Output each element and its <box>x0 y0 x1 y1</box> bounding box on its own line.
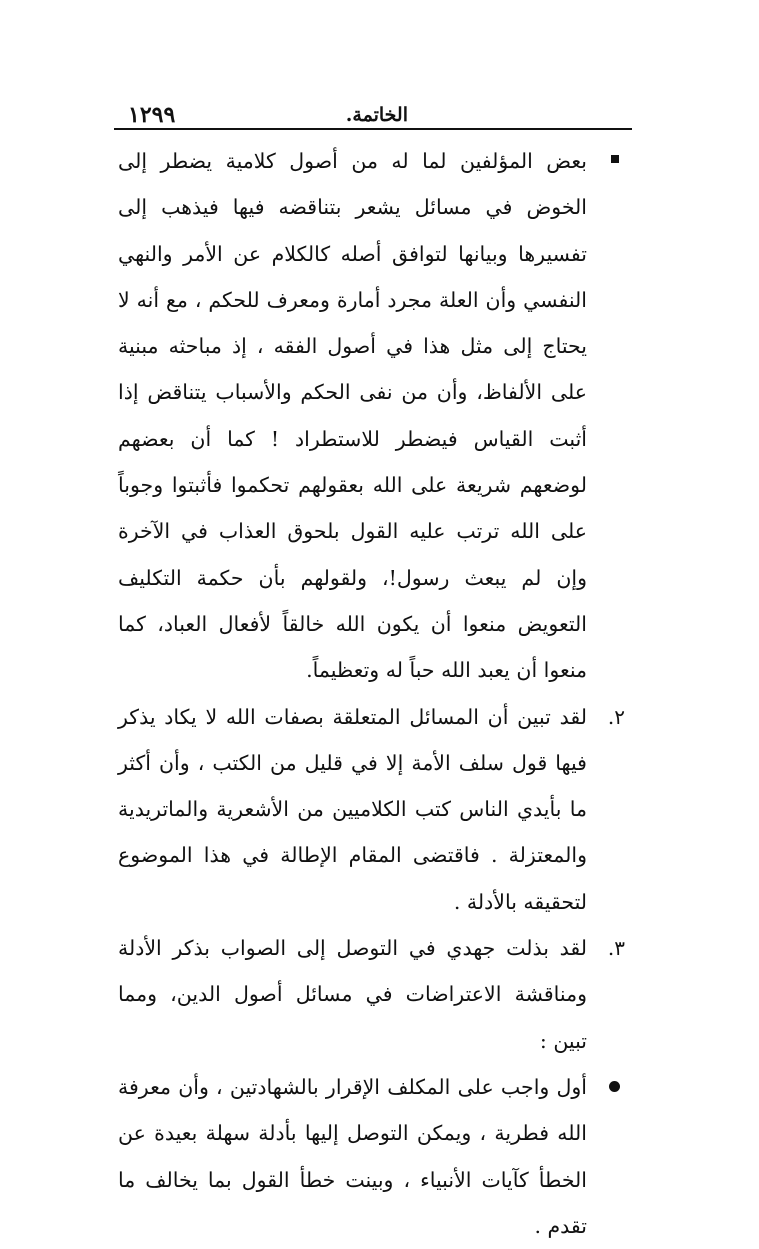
item-text: لقد تبين أن المسائل المتعلقة بصفات الله لا يكاد يذكر فيها قول سلف الأمة إلا في قليل من الكتب ، وأن أكثر ما بأيدي الناس كتب الكلاميين من الأشعرية والماتريدية والمعتزلة . فاقتضى المقام الإطالة في هذا الموضوع لتحقيقه بالأدلة . <box>118 704 587 914</box>
item-number: ٢. <box>607 704 625 729</box>
square-bullet-icon <box>611 155 619 163</box>
body-text <box>118 138 623 1249</box>
page-header <box>128 98 633 132</box>
item-text: أول واجب على المكلف الإقرار بالشهادتين ، وأن معرفة الله فطرية ، ويمكن التوصل إليها بأدلة سهلة بعيدة عن الخطأ كآيات الأنبياء ، وبينت خطأ القول بما يخالف ما تقدم . <box>118 1074 587 1238</box>
running-title: الخاتمة. <box>345 104 408 126</box>
page-number: ١٢٩٩ <box>128 102 176 128</box>
item-text: بعض المؤلفين لما له من أصول كلامية يضطر إلى الخوض في مسائل يشعر بتناقضه فيها فيذهب إلى تفسيرها وبيانها لتوافق أصله كالكلام عن الأمر والنهي النفسي وأن العلة مجرد أمارة ومعرف للحكم ، مع أنه لا يحتاج إلى مثل هذا في أصول الفقه ، إذ مباحثه مبنية على الألفاظ، وأن من نفى الحكم والأسباب يتناقض إذا أثبت القياس فيضطر للاستطراد ! كما أن بعضهم لوضعهم شريعة على الله بعقولهم تحكموا فأثبتوا وجوباً على الله ترتب عليه القول بلحوق العذاب في الآخرة وإن لم يبعث رسول!، ولقولهم بأن حكمة التكليف التعويض منعوا أن يكون الله خالقاً لأفعال العباد، كما منعوا أن يعبد الله حباً له وتعظيماً. <box>118 149 587 683</box>
list-item <box>118 138 623 694</box>
item-text: لقد بذلت جهدي في التوصل إلى الصواب بذكر الأدلة ومناقشة الاعتراضات في مسائل أصول الدين، ومما تبين : <box>118 936 587 1053</box>
header-rule <box>114 128 632 130</box>
list-item <box>118 694 623 925</box>
list-item <box>118 925 623 1064</box>
list-item <box>118 1064 623 1249</box>
item-number: ٣. <box>607 936 625 961</box>
round-bullet-icon <box>609 1081 620 1092</box>
